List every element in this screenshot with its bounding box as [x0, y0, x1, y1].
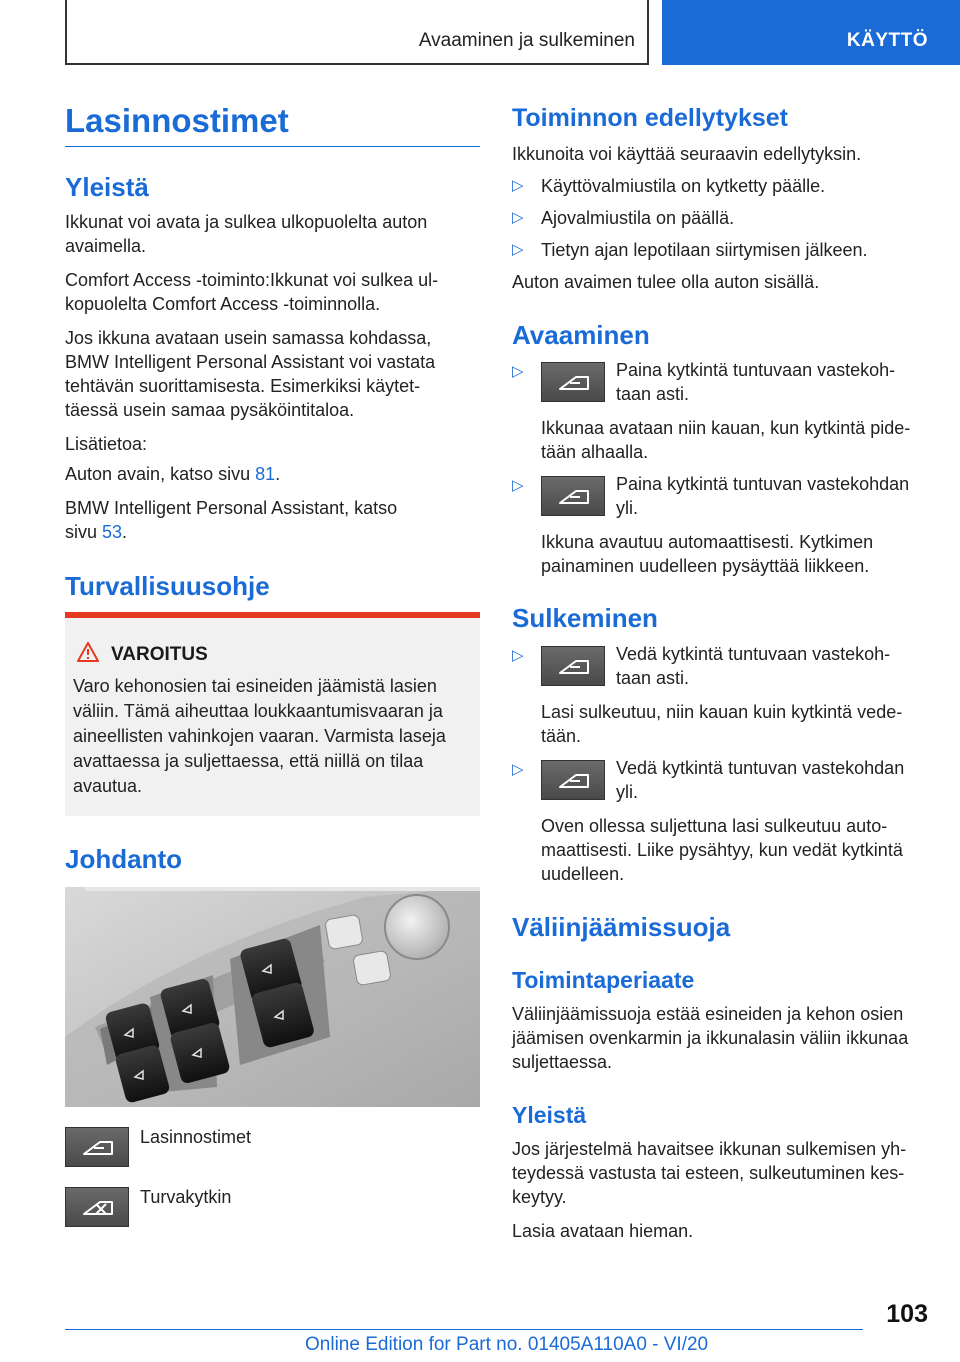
yleista2-line4: Lasia avataan hieman. [512, 1221, 694, 1241]
close-step1-line2: taan asti. [616, 668, 690, 688]
yleista2-line2: teydessä vastusta tai esteen, sulkeutuminen kes- [512, 1163, 905, 1183]
bullet-icon: ▷ [512, 363, 524, 380]
window-switch-icon [542, 761, 606, 801]
heading-sulkeminen: Sulkeminen [512, 603, 658, 633]
footer-edition: Online Edition for Part no. 01405A110A0 - VI/20 [305, 1334, 709, 1355]
window-switch-legend-icon [65, 1127, 129, 1167]
page-title: Lasinnostimet [65, 102, 289, 139]
safety-switch-legend-icon [65, 1187, 129, 1227]
heading-edellytykset: Toiminnon edellytykset [512, 104, 788, 132]
toimintaperiaate-line2: jäämisen ovenkarmin ja ikkunalasin väliin ikkunaa [512, 1028, 909, 1048]
reference-dot: . [122, 522, 128, 542]
warning-line: väliin. Tämä aiheuttaa loukkaantumisvaaran ja [73, 701, 443, 721]
heading-turvallisuusohje: Turvallisuusohje [65, 571, 270, 601]
heading-valiinjaamissuoja: Väliinjäämissuoja [512, 912, 731, 942]
heading-yleista-2: Yleistä [512, 1102, 587, 1128]
bullet-icon: ▷ [512, 241, 524, 258]
reference-auton-avain [65, 462, 280, 486]
open-step2-detail-line2: painaminen uudelleen pysäyttää liikkeen. [541, 556, 870, 576]
bullet-icon: ▷ [512, 647, 524, 664]
close-step2-line2: yli. [616, 782, 638, 802]
header-chapter-box [662, 0, 960, 65]
legend-turvakytkin: Turvakytkin [140, 1187, 232, 1207]
paragraph-yleista: Ikkunat voi avata ja sulkea ulkopuolelta auton avaimella. [65, 212, 428, 256]
open-step2-line2: yli. [616, 498, 638, 518]
reference-text: sivu [65, 522, 103, 542]
reference-text: Auton avain, katso sivu [65, 464, 256, 484]
heading-avaaminen: Avaaminen [512, 320, 650, 350]
window-switch-photo [65, 887, 480, 1107]
header-section-title: Avaaminen ja sulkeminen [418, 30, 635, 51]
heading-johdanto: Johdanto [65, 844, 182, 874]
yleista2-line3: keytyy. [512, 1187, 567, 1207]
warning-line: avattaessa ja suljettaessa, että niillä on tilaa [73, 751, 424, 771]
close-step1-detail-line1: Lasi sulkeutuu, niin kauan kuin kytkintä vede- [541, 702, 903, 722]
title-divider [65, 146, 480, 147]
toimintaperiaate-line1: Väliinjäämissuoja estää esineiden ja kehon osien [512, 1004, 904, 1024]
heading-yleista: Yleistä [65, 172, 149, 202]
reference-bmw-line1: BMW Intelligent Personal Assistant, katso [65, 498, 398, 518]
open-step1-detail-line1: Ikkunaa avataan niin kauan, kun kytkintä pide- [541, 418, 911, 438]
close-step2-detail-line3: uudelleen. [541, 864, 625, 884]
open-step2-detail-line1: Ikkuna avautuu automaattisesti. Kytkimen [541, 532, 874, 552]
close-step2-line1: Vedä kytkintä tuntuvan vastekohdan [616, 758, 905, 778]
header-chapter-title: KÄYTTÖ [846, 30, 928, 51]
warning-title: VAROITUS [111, 644, 208, 665]
page-link-53[interactable]: 53 [102, 522, 123, 542]
bullet-icon: ▷ [512, 177, 524, 194]
open-step1-line1: Paina kytkintä tuntuvaan vastekoh- [616, 360, 896, 380]
paragraph-comfort-line1: Comfort Access -toiminto:Ikkunat voi sulkea ul- [65, 270, 439, 290]
paragraph-jos-line1: Jos ikkuna avataan usein samassa kohdassa, [65, 328, 432, 348]
bullet-icon: ▷ [512, 477, 524, 494]
condition-3: Tietyn ajan lepotilaan siirtymisen jälkeen. [541, 240, 868, 260]
window-switch-icon [542, 363, 606, 403]
window-switch-icon [66, 1128, 130, 1168]
page-number: 103 [886, 1300, 928, 1328]
bullet-icon: ▷ [512, 209, 524, 226]
paragraph-jos-line4: täessä usein samaa pysäköintitaloa. [65, 400, 355, 420]
legend-lasinnostimet: Lasinnostimet [140, 1127, 252, 1147]
header-section-box [65, 0, 649, 65]
reference-bmw-line2 [65, 520, 127, 544]
page-link-81[interactable]: 81 [255, 464, 276, 484]
close-switch-icon-box [541, 646, 605, 686]
warning-line: avautua. [73, 776, 143, 796]
open-step2-line1: Paina kytkintä tuntuvan vastekohdan [616, 474, 910, 494]
warning-text [73, 674, 473, 799]
warning-box [65, 612, 480, 816]
open-step1-line2: taan asti. [616, 384, 690, 404]
footer-divider [65, 1329, 863, 1330]
paragraph-key-inside: Auton avaimen tulee olla auton sisällä. [512, 272, 820, 292]
paragraph-lisatietoa: Lisätietoa: [65, 434, 148, 454]
close-step1-detail-line2: tään. [541, 726, 582, 746]
condition-2: Ajovalmiustila on päällä. [541, 208, 735, 228]
paragraph-edellytykset: Ikkunoita voi käyttää seuraavin edellytyksin. [512, 144, 862, 164]
warning-line: aineellisten vahinkojen vaaran. Varmista laseja [73, 726, 446, 746]
close-step2-detail-line1: Oven ollessa suljettuna lasi sulkeutuu auto- [541, 816, 888, 836]
warning-line: Varo kehonosien tai esineiden jäämistä lasien [73, 676, 437, 696]
window-switch-icon [542, 647, 606, 687]
safety-switch-icon [66, 1188, 130, 1228]
paragraph-jos-line2: BMW Intelligent Personal Assistant voi vastata [65, 352, 436, 372]
reference-dot: . [275, 464, 281, 484]
paragraph-comfort-line2: kopuolelta Comfort Access -toiminnolla. [65, 294, 381, 314]
close-auto-switch-icon-box [541, 760, 605, 800]
open-switch-icon-box [541, 362, 605, 402]
open-auto-switch-icon-box [541, 476, 605, 516]
close-step1-line1: Vedä kytkintä tuntuvaan vastekoh- [616, 644, 891, 664]
heading-toimintaperiaate: Toimintaperiaate [512, 967, 695, 993]
bullet-icon: ▷ [512, 761, 524, 778]
warning-triangle-icon [77, 642, 99, 662]
open-step1-detail-line2: tään alhaalla. [541, 442, 649, 462]
close-step2-detail-line2: maattisesti. Liike pysähtyy, kun vedät kytkintä [541, 840, 903, 860]
paragraph-jos-line3: tehtävän suorittamisesta. Esimerkiksi käytet- [65, 376, 421, 396]
toimintaperiaate-line3: suljettaessa. [512, 1052, 613, 1072]
yleista2-line1: Jos järjestelmä havaitsee ikkunan sulkemisen yh- [512, 1139, 907, 1159]
window-switch-icon [542, 477, 606, 517]
condition-1: Käyttövalmiustila on kytketty päälle. [541, 176, 826, 196]
